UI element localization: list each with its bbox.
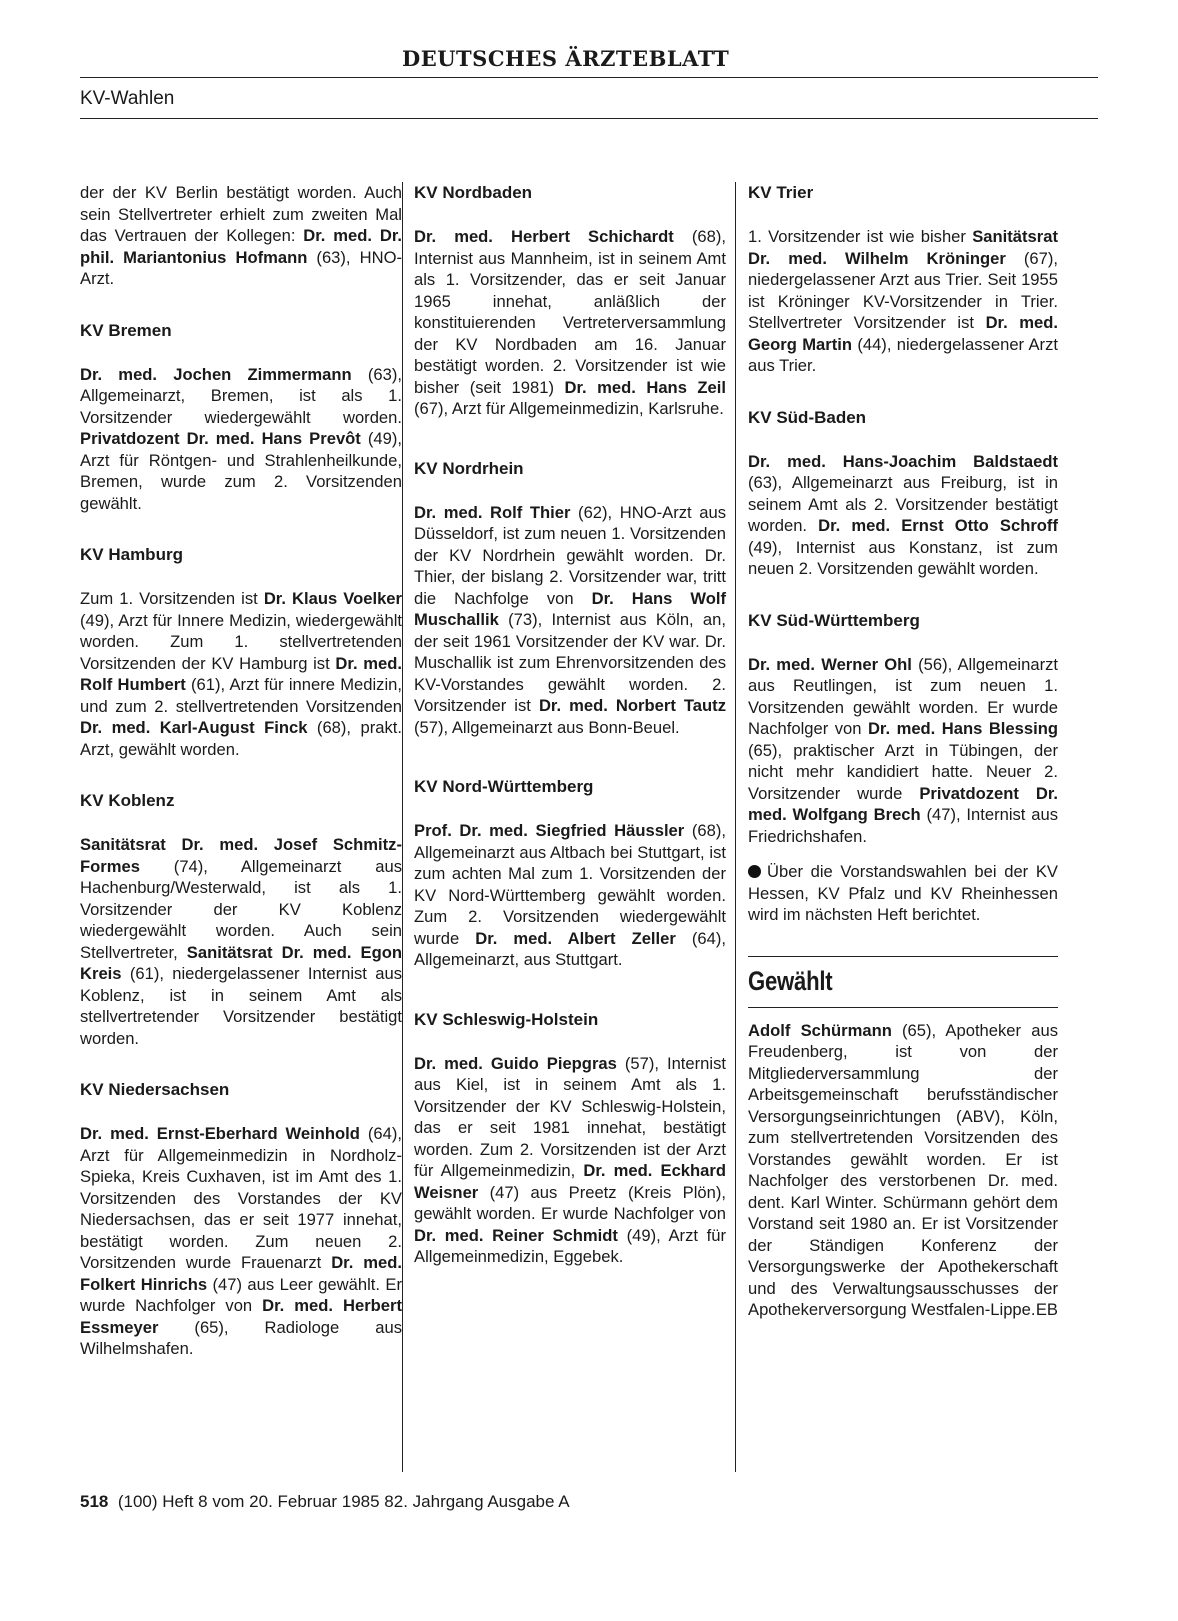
text: (67), niedergelassener Arzt aus Trier. Seit 1955 ist Kröninger KV-Vorsitzender in Trier. Stellvertreter Vorsitzender ist <box>748 248 1058 332</box>
heading-kv-nordbaden: KV Nordbaden <box>414 183 533 202</box>
person-name: Dr. med. Georg Martin <box>748 313 1058 354</box>
person-name: Dr. med. Norbert Tautz <box>538 696 726 715</box>
paragraph-hamburg <box>80 588 402 760</box>
paragraph-schleswig-holstein <box>414 1053 726 1268</box>
column-divider-2 <box>735 182 736 1472</box>
heading-kv-hamburg: KV Hamburg <box>80 545 183 564</box>
person-name: Dr. med. Eckhard Weisner <box>414 1161 726 1202</box>
person-name: Privatdozent Dr. med. Wolfgang Brech <box>748 783 1059 824</box>
person-name: Dr. med. Ernst-Eberhard Weinhold <box>80 1124 360 1143</box>
text: (68), Allgemeinarzt aus Altbach bei Stuttgart, ist zum achten Mal zum 1. Vorsitzenden der KV Nord-Württemberg gewählt worden. Zum 2. Vorsitzenden wiedergewählt wurde <box>414 821 726 948</box>
person-name: Dr. med. Werner Ohl <box>748 654 912 674</box>
person-name: Dr. med. Rolf Thier <box>414 502 571 522</box>
text: (44), niedergelassener Arzt aus Trier. <box>748 334 1058 375</box>
text: (49), Arzt für Röntgen- und Strahlenheilkunde, Bremen, wurde zum 2. Vorsitzenden gewählt. <box>80 429 403 513</box>
person-name: Adolf Schürmann <box>748 1020 892 1040</box>
text: (63), Allgemeinarzt, Bremen, ist als 1. Vorsitzender wiedergewählt worden. <box>80 364 402 427</box>
paragraph-berlin-continued <box>80 182 402 290</box>
text: (47) aus Leer gewählt. Er wurde Nachfolger von <box>80 1274 402 1315</box>
paragraph-nordrhein <box>414 502 726 739</box>
heading-kv-koblenz: KV Koblenz <box>80 791 175 810</box>
person-name: Prof. Dr. med. Siegfried Häussler <box>414 821 685 840</box>
person-name: Dr. med. Albert Zeller <box>475 928 676 948</box>
text: (62), HNO-Arzt aus Düsseldorf, ist zum neuen 1. Vorsitzenden der KV Nordrhein gewählt worden. Dr. Thier, der bislang 2. Vorsitzender war, tritt die Nachfolge von <box>414 502 726 608</box>
person-name: Dr. med. Guido Piepgras <box>414 1053 617 1073</box>
text: Zum 1. Vorsitzenden ist <box>80 589 264 608</box>
person-name: Dr. med. Herbert Schichardt <box>414 227 674 246</box>
text: (67), Arzt für Allgemeinmedizin, Karlsruhe. <box>414 399 724 418</box>
person-name: Dr. med. Dr. phil. Mariantonius Hofmann <box>80 226 402 267</box>
text: (63), HNO-Arzt. <box>80 247 402 288</box>
text: (65), praktischer Arzt in Tübingen, der nicht mehr kandidiert hatte. Neuer 2. Vorsitzender wurde <box>748 740 1058 803</box>
person-name: Privatdozent Dr. med. Hans Prevôt <box>80 429 361 448</box>
text: (64), Arzt für Allgemeinmedizin in Nordholz-Spieka, Kreis Cuxhaven, ist im Amt des 1. Vorsitzenden des Vorstandes der KV Niedersachsen, das er seit 1977 innehat, bestätigt worden. Zum neuen 2. Vorsitzenden wurde Frauenarzt <box>80 1124 403 1272</box>
note-paragraph <box>748 861 1058 926</box>
text: (68), prakt. Arzt, gewählt worden. <box>80 718 402 759</box>
paragraph-sued-wuerttemberg <box>748 654 1058 848</box>
column-divider-1 <box>402 182 403 1472</box>
gewaehlt-rule-top <box>748 956 1058 957</box>
masthead: DEUTSCHES ÄRZTEBLATT <box>402 46 730 71</box>
column-3 <box>748 182 1058 1321</box>
text: Über die Vorstandswahlen bei der KV Hessen, KV Pfalz und KV Rheinhessen wird im nächsten Heft berichtet. <box>748 862 1058 924</box>
text: (63), Allgemeinarzt aus Freiburg, ist in seinem Amt als 2. Vorsitzender bestätigt worden. <box>748 473 1058 535</box>
person-name: Dr. med. Folkert Hinrichs <box>80 1253 402 1294</box>
paragraph-koblenz <box>80 834 402 1049</box>
person-name: Dr. med. Reiner Schmidt <box>414 1225 618 1245</box>
person-name: Sanitätsrat Dr. med. Wilhelm Kröninger <box>748 227 1058 268</box>
person-name: Dr. med. Jochen Zimmermann <box>80 364 352 384</box>
page-footer <box>80 1492 570 1512</box>
heading-kv-sued-baden: KV Süd-Baden <box>748 407 867 427</box>
text: (61), niedergelassener Internist aus Koblenz, ist in seinem Amt als stellvertretender Vorsitzender bestätigt worden. <box>80 964 402 1048</box>
person-name: Dr. med. Herbert Essmeyer <box>80 1296 403 1337</box>
person-name: Dr. Hans Wolf Muschallik <box>414 588 726 629</box>
person-name: Dr. med. Hans Zeil <box>564 377 726 397</box>
text: (57), Allgemeinarzt aus Bonn-Beuel. <box>414 717 680 737</box>
author-initials: EB <box>1035 1300 1058 1319</box>
paragraph-nordbaden <box>414 226 726 420</box>
text: (47) aus Preetz (Kreis Plön), gewählt worden. Er wurde Nachfolger von <box>414 1182 726 1223</box>
text: (64), Allgemeinarzt, aus Stuttgart. <box>414 928 727 969</box>
person-name: Dr. Klaus Voelker <box>263 589 402 608</box>
text: (73), Internist aus Köln, an, der seit 1961 Vorsitzender der KV war. Dr. Muschallik ist zum Ehrenvorsitzenden des KV-Vorstandes gewählt worden. 2. Vorsitzender ist <box>414 610 726 715</box>
heading-kv-nord-wuerttemberg: KV Nord-Württemberg <box>414 777 594 796</box>
text: (65), Apotheker aus Freudenberg, ist von der Mitgliederversammlung der Arbeitsgemeinschaft berufsständischer Versorgungseinrichtungen (ABV), Köln, zum stellvertretenden Vorsitzenden des Vorstandes gewählt worden. Er ist Nachfolger des verstorbenen Dr. med. dent. Karl Winter. Schürmann gehört dem Vorstand seit 1980 an. Er ist Vorsitzender der Ständigen Konferenz der Versorgungswerke der Apothekerschaft und des Verwaltungsausschusses der Apothekerversorgung Westfalen-Lippe. <box>748 1020 1058 1319</box>
masthead-rule <box>80 77 1098 78</box>
paragraph-nord-wuerttemberg <box>414 820 726 971</box>
heading-kv-trier: KV Trier <box>748 183 814 202</box>
gewaehlt-title: Gewählt <box>748 965 833 996</box>
column-2 <box>414 182 726 1268</box>
text: (65), Radiologe aus Wilhelmshafen. <box>80 1317 402 1358</box>
text: (56), Allgemeinarzt aus Reutlingen, ist zum neuen 1. Vorsitzenden gewählt worden. Er wurde Nachfolger von <box>748 654 1058 738</box>
text: der der KV Berlin bestätigt worden. Auch sein Stellvertreter erhielt zum zweiten Mal das Vertrauen der Kollegen: <box>80 183 402 245</box>
person-name: Dr. med. Karl-August Finck <box>80 718 308 737</box>
person-name: Sanitätsrat Dr. med. Egon Kreis <box>80 942 402 983</box>
paragraph-niedersachsen <box>80 1123 402 1360</box>
text: (57), Internist aus Kiel, ist in seinem Amt als 1. Vorsitzender der KV Schleswig-Holstein, das er seit 1981 innehat, bestätigt worden. Zum 2. Vorsitzenden ist der Arzt für Allgemeinmedizin, <box>414 1053 726 1180</box>
heading-kv-niedersachsen: KV Niedersachsen <box>80 1080 230 1099</box>
bullet-icon <box>748 865 761 878</box>
text: (49), Arzt für Allgemeinmedizin, Eggebek. <box>414 1225 726 1266</box>
heading-kv-sued-wuerttemberg: KV Süd-Württemberg <box>748 610 920 630</box>
text: (74), Allgemeinarzt aus Hachenburg/Westerwald, ist als 1. Vorsitzender der KV Koblenz wiedergewählt worden. Auch sein Stellvertreter, <box>80 856 402 962</box>
heading-kv-schleswig-holstein: KV Schleswig-Holstein <box>414 1009 599 1029</box>
person-name: Dr. med. Hans-Joachim Baldstaedt <box>748 451 1058 471</box>
heading-kv-bremen: KV Bremen <box>80 320 172 340</box>
heading-kv-nordrhein: KV Nordrhein <box>414 458 524 478</box>
text: (49), Internist aus Konstanz, ist zum neuen 2. Vorsitzenden gewählt worden. <box>748 537 1058 578</box>
column-1 <box>80 182 402 1360</box>
paragraph-bremen <box>80 364 402 515</box>
text: (61), Arzt für innere Medizin, und zum 2. stellvertretenden Vorsitzenden <box>80 675 402 716</box>
person-name: Sanitätsrat Dr. med. Josef Schmitz-Formes <box>80 835 402 876</box>
section-rule <box>80 118 1098 119</box>
section-label: KV-Wahlen <box>80 88 175 109</box>
issue-info: (100) Heft 8 vom 20. Februar 1985 82. Jahrgang Ausgabe A <box>117 1492 570 1511</box>
text: 1. Vorsitzender ist wie bisher <box>748 227 973 246</box>
person-name: Dr. med. Rolf Humbert <box>80 653 402 694</box>
paragraph-trier <box>748 226 1058 377</box>
text: (49), Arzt für Innere Medizin, wiedergewählt worden. Zum 1. stellvertretenden Vorsitzenden der KV Hamburg ist <box>80 610 402 673</box>
person-name: Dr. med. Hans Blessing <box>867 719 1058 738</box>
text: (47), Internist aus Friedrichshafen. <box>748 805 1058 846</box>
paragraph-sued-baden <box>748 451 1058 580</box>
page-number: 518 <box>80 1492 109 1511</box>
text: (68), Internist aus Mannheim, ist in seinem Amt als 1. Vorsitzender, das er seit Januar 1965 innehat, anläßlich der konstituierenden Vertreterversammlung der KV Nordbaden am 16. Januar bestätigt worden. 2. Vorsitzender ist wie bisher (seit 1981) <box>414 227 726 397</box>
person-name: Dr. med. Ernst Otto Schroff <box>818 516 1058 535</box>
paragraph-gewaehlt <box>748 1020 1058 1321</box>
